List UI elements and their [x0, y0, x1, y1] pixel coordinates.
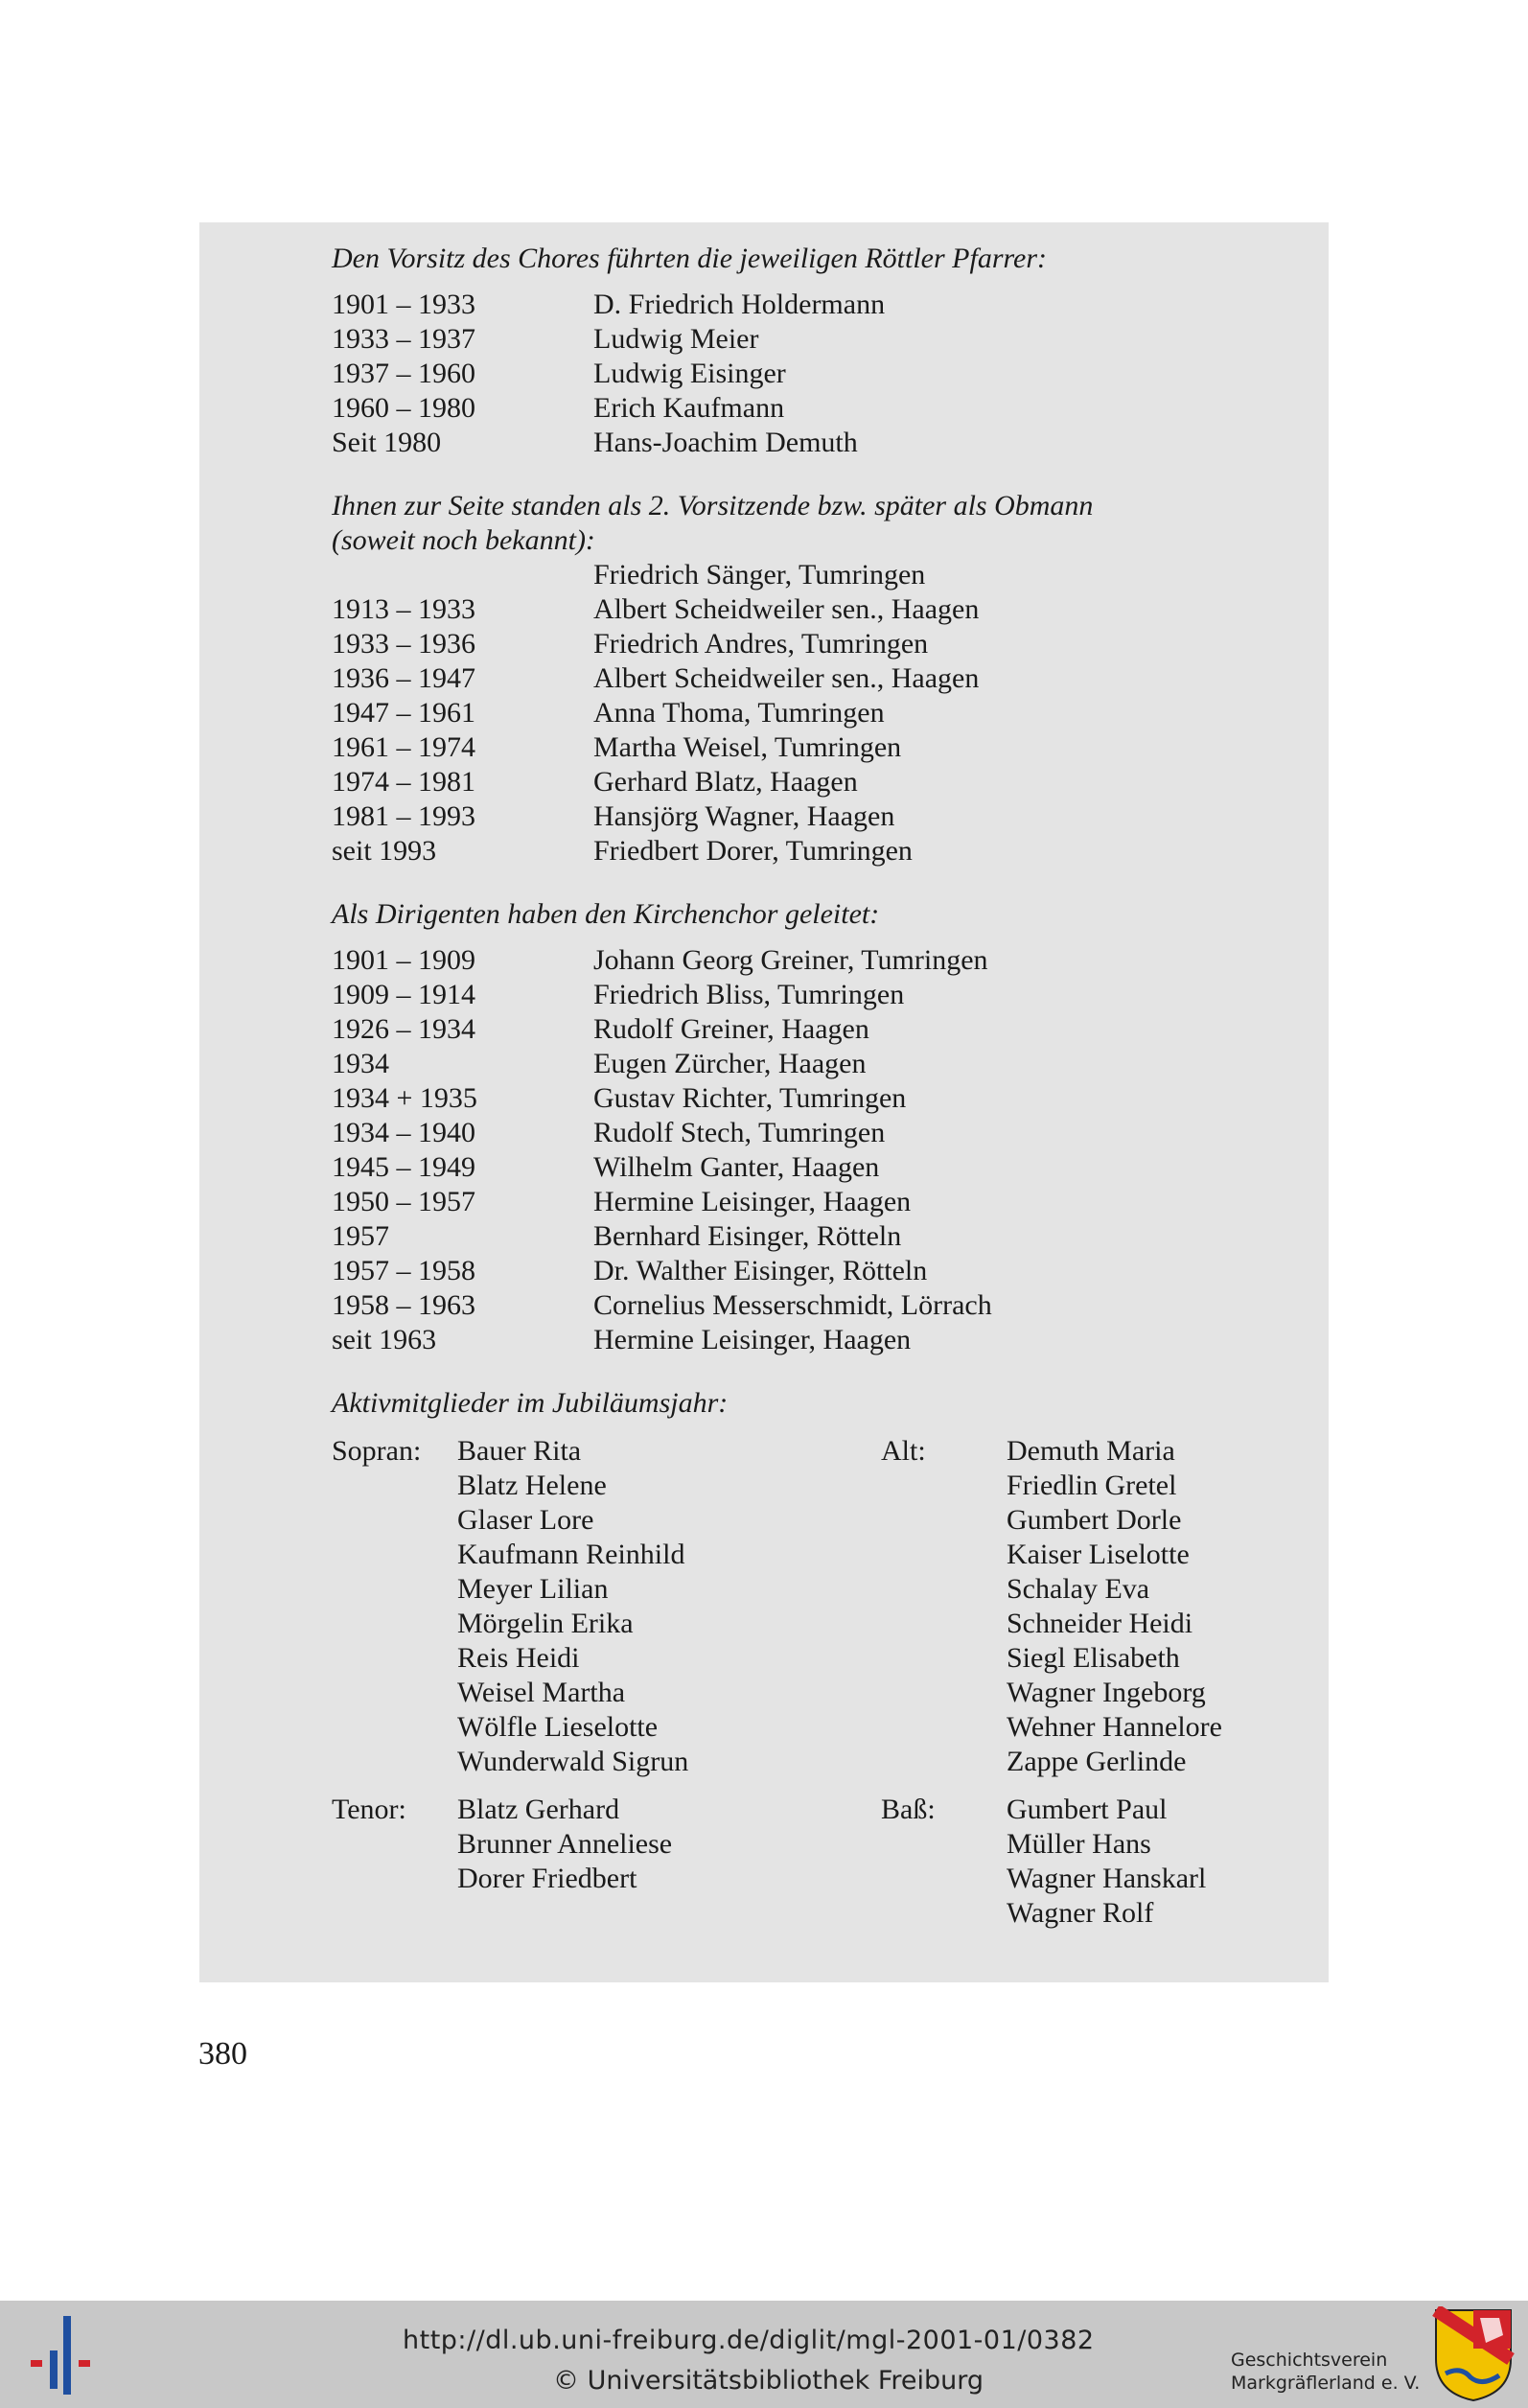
year-cell [332, 558, 593, 592]
page-content [332, 242, 1290, 1959]
table-row [332, 1254, 1290, 1288]
year-cell: 1934 – 1940 [332, 1117, 475, 1148]
table-row [332, 834, 1290, 868]
table-row [332, 1219, 1290, 1254]
list-item: Blatz Helene [457, 1470, 607, 1501]
table-row [332, 391, 1290, 426]
tenor-list [457, 1793, 881, 1931]
list-item: Wunderwald Sigrun [457, 1746, 689, 1777]
year-cell: Seit 1980 [332, 427, 442, 458]
list-item: Meyer Lilian [457, 1573, 609, 1605]
year-cell: 1958 – 1963 [332, 1289, 475, 1321]
name-cell: Anna Thoma, Tumringen [593, 697, 885, 729]
table-row [332, 1012, 1290, 1047]
section-heading: Ihnen zur Seite standen als 2. Vorsitzende bzw. später als Obmann [332, 490, 1094, 521]
year-cell: 1947 – 1961 [332, 697, 475, 729]
list-item: Kaufmann Reinhild [457, 1539, 685, 1570]
name-cell: Ludwig Eisinger [593, 358, 786, 389]
year-cell: seit 1963 [332, 1324, 437, 1355]
list-item: Blatz Gerhard [457, 1794, 620, 1825]
name-cell: Eugen Zürcher, Haagen [593, 1048, 867, 1079]
list-item: Friedlin Gretel [1007, 1470, 1177, 1501]
list-item: Wagner Hanskarl [1007, 1863, 1207, 1894]
society-line: Markgräflerland e. V. [1231, 2373, 1421, 2394]
table-row [332, 730, 1290, 765]
name-cell: Cornelius Messerschmidt, Lörrach [593, 1289, 992, 1321]
list-item: Zappe Gerlinde [1007, 1746, 1187, 1777]
year-cell: 1901 – 1909 [332, 944, 475, 976]
table-row [332, 1323, 1290, 1357]
name-cell: Friedbert Dorer, Tumringen [593, 835, 913, 867]
name-cell: Dr. Walther Eisinger, Rötteln [593, 1255, 928, 1286]
rows [332, 288, 1290, 460]
year-cell: 1936 – 1947 [332, 662, 475, 694]
voice-label-tenor: Tenor: [332, 1794, 406, 1825]
section-heading: Aktivmitglieder im Jubiläumsjahr: [332, 1387, 729, 1419]
table-row [332, 765, 1290, 799]
year-cell: 1913 – 1933 [332, 593, 475, 625]
list-item: Reis Heidi [457, 1642, 580, 1674]
name-cell: Hansjörg Wagner, Haagen [593, 800, 895, 832]
table-row [332, 1047, 1290, 1081]
rows [332, 943, 1290, 1357]
year-cell: 1934 + 1935 [332, 1082, 477, 1114]
table-row [332, 696, 1290, 730]
table-row [332, 1185, 1290, 1219]
voice-label-sopran: Sopran: [332, 1435, 422, 1467]
year-cell: 1901 – 1933 [332, 289, 475, 320]
year-cell: 1937 – 1960 [332, 358, 475, 389]
name-cell: Friedrich Bliss, Tumringen [593, 979, 905, 1010]
year-cell: 1926 – 1934 [332, 1013, 475, 1045]
page-number: 380 [198, 2036, 247, 2072]
year-cell: 1981 – 1993 [332, 800, 475, 832]
list-item: Wagner Rolf [1007, 1897, 1154, 1929]
copyright-text: © Universitätsbibliothek Freiburg [553, 2366, 984, 2396]
name-cell: D. Friedrich Holdermann [593, 289, 886, 320]
year-cell: 1945 – 1949 [332, 1151, 475, 1183]
name-cell: Wilhelm Ganter, Haagen [593, 1151, 880, 1183]
list-item: Demuth Maria [1007, 1435, 1175, 1467]
year-cell: 1957 – 1958 [332, 1255, 475, 1286]
section-heading: Als Dirigenten haben den Kirchenchor geleitet: [332, 898, 880, 930]
voice-label-alt: Alt: [881, 1435, 926, 1467]
table-row [332, 357, 1290, 391]
name-cell: Martha Weisel, Tumringen [593, 731, 902, 763]
table-row [332, 1150, 1290, 1185]
section-dirigenten [332, 897, 1290, 1357]
coat-of-arms-icon [1432, 2306, 1515, 2402]
name-cell: Gerhard Blatz, Haagen [593, 766, 858, 798]
year-cell: 1961 – 1974 [332, 731, 475, 763]
table-row [332, 943, 1290, 978]
table-row [332, 799, 1290, 834]
year-cell: 1960 – 1980 [332, 392, 475, 424]
library-logo-icon [29, 2312, 96, 2398]
name-cell: Ludwig Meier [593, 323, 759, 355]
voice-block-lower [332, 1793, 1290, 1931]
name-cell: Rudolf Stech, Tumringen [593, 1117, 886, 1148]
name-cell: Johann Georg Greiner, Tumringen [593, 944, 988, 976]
list-item: Schalay Eva [1007, 1573, 1150, 1605]
society-line: Geschichtsverein [1231, 2350, 1388, 2371]
list-item: Mörgelin Erika [457, 1608, 634, 1639]
table-row [332, 592, 1290, 627]
name-cell: Bernhard Eisinger, Rötteln [593, 1220, 902, 1252]
list-item: Brunner Anneliese [457, 1828, 673, 1860]
name-cell: Rudolf Greiner, Haagen [593, 1013, 869, 1045]
name-cell: Hermine Leisinger, Haagen [593, 1186, 912, 1217]
list-item: Wehner Hannelore [1007, 1711, 1222, 1743]
table-row [332, 558, 1290, 592]
name-cell: Erich Kaufmann [593, 392, 785, 424]
voice-label-bass: Baß: [881, 1794, 936, 1825]
year-cell: 1957 [332, 1220, 389, 1252]
list-item: Gumbert Dorle [1007, 1504, 1182, 1536]
society-name [1231, 2349, 1420, 2395]
list-item: Glaser Lore [457, 1504, 594, 1536]
list-item: Kaiser Liselotte [1007, 1539, 1190, 1570]
list-item: Siegl Elisabeth [1007, 1642, 1180, 1674]
list-item: Bauer Rita [457, 1435, 582, 1467]
table-row [332, 978, 1290, 1012]
source-url[interactable]: http://dl.ub.uni-freiburg.de/diglit/mgl-2001-01/0382 [403, 2326, 1095, 2355]
name-cell: Hans-Joachim Demuth [593, 427, 858, 458]
year-cell: 1974 – 1981 [332, 766, 475, 798]
sopran-list [457, 1434, 881, 1779]
section-pfarrer [332, 242, 1290, 460]
list-item: Schneider Heidi [1007, 1608, 1193, 1639]
list-item: Dorer Friedbert [457, 1863, 637, 1894]
footer-bar [0, 2301, 1528, 2408]
year-cell: 1933 – 1937 [332, 323, 475, 355]
bass-list [1007, 1793, 1290, 1931]
section-heading-cont: (soweit noch bekannt): [332, 524, 595, 556]
name-cell: Hermine Leisinger, Haagen [593, 1324, 912, 1355]
list-item: Wölfle Lieselotte [457, 1711, 659, 1743]
year-cell: 1909 – 1914 [332, 979, 475, 1010]
table-row [332, 288, 1290, 322]
table-row [332, 322, 1290, 357]
list-item: Gumbert Paul [1007, 1794, 1168, 1825]
name-cell: Albert Scheidweiler sen., Haagen [593, 593, 980, 625]
table-row [332, 426, 1290, 460]
name-cell: Friedrich Andres, Tumringen [593, 628, 929, 660]
table-row [332, 661, 1290, 696]
year-cell: 1950 – 1957 [332, 1186, 475, 1217]
table-row [332, 1081, 1290, 1116]
list-item: Weisel Martha [457, 1677, 626, 1708]
year-cell: 1933 – 1936 [332, 628, 475, 660]
section-heading: Den Vorsitz des Chores führten die jeweiligen Röttler Pfarrer: [332, 243, 1048, 274]
section-vorsitzende [332, 489, 1290, 868]
year-cell: seit 1993 [332, 835, 437, 867]
section-mitglieder [332, 1386, 1290, 1931]
table-row [332, 1116, 1290, 1150]
list-item: Müller Hans [1007, 1828, 1151, 1860]
alt-list [1007, 1434, 1290, 1779]
table-row [332, 627, 1290, 661]
table-row [332, 1288, 1290, 1323]
list-item: Wagner Ingeborg [1007, 1677, 1206, 1708]
name-cell: Gustav Richter, Tumringen [593, 1082, 907, 1114]
name-cell: Friedrich Sänger, Tumringen [593, 559, 926, 590]
name-cell: Albert Scheidweiler sen., Haagen [593, 662, 980, 694]
voice-block-upper [332, 1434, 1290, 1779]
year-cell: 1934 [332, 1048, 389, 1079]
